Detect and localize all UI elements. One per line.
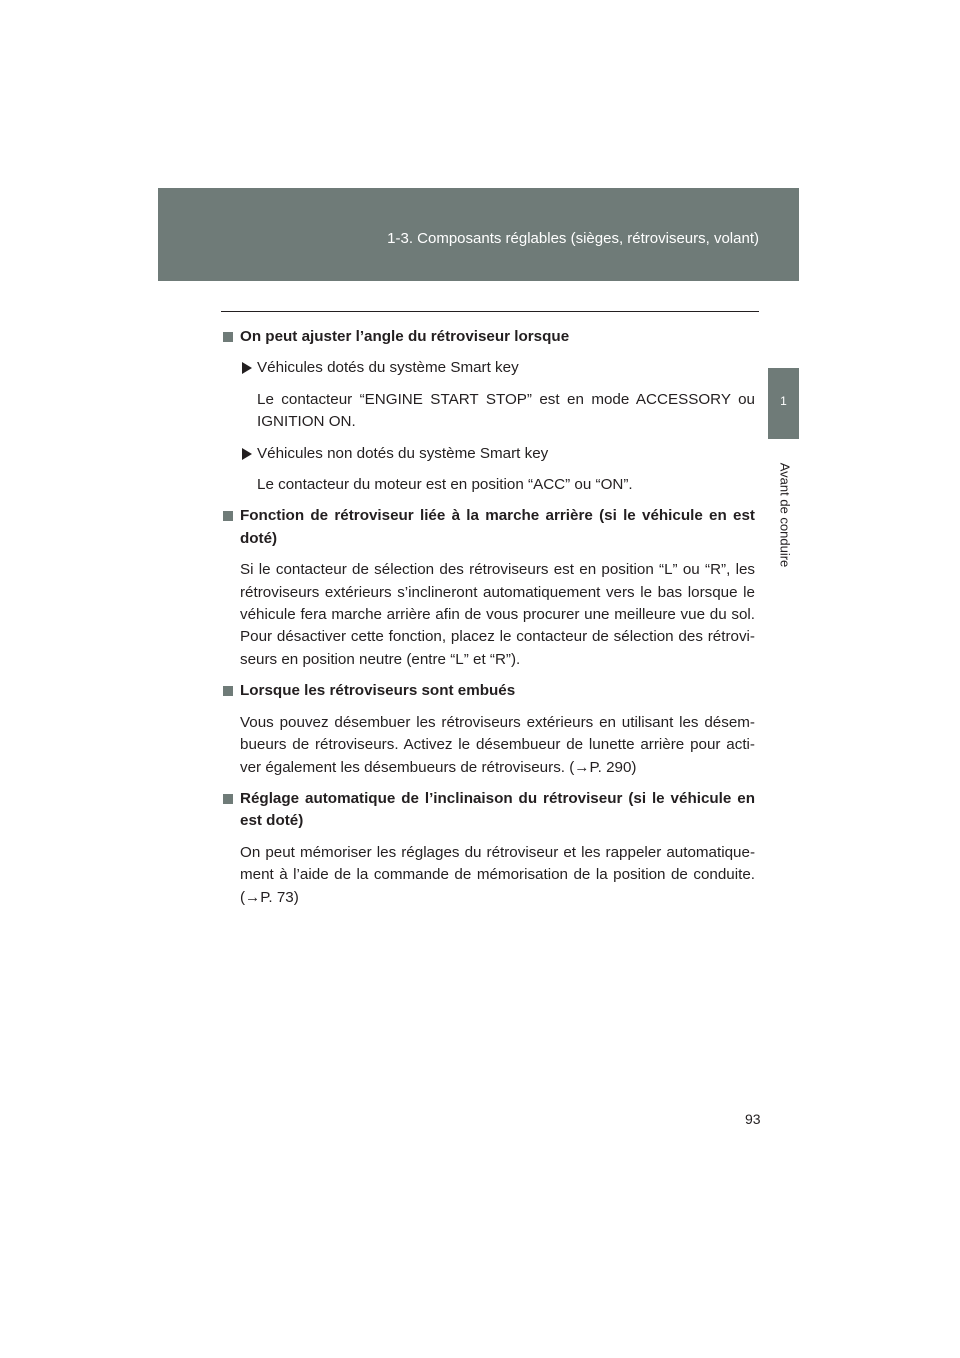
section-heading — [222, 788, 755, 833]
section-body: Si le contacteur de sélection des rétroviseurs est en position “L” ou “R”, les rétroviseurs extérieurs s’inclineront automatiquement vers le bas lorsque le véhicule fera marche arrière afin de vous procurer une meilleure vue du sol. Pour désactiver cette fonction, placez le contacteur de sélection des rétrovi-seurs en position neutre (entre “L” et “R”). — [240, 561, 755, 668]
square-bullet-icon — [223, 332, 233, 342]
header-band — [158, 188, 799, 281]
chapter-tab — [768, 368, 799, 439]
sub-item-label: Véhicules non dotés du système Smart key — [257, 444, 549, 462]
section-heading — [222, 326, 755, 348]
heading-text: Réglage automatique de l’inclinaison du rétroviseur (si le véhicule en est doté) — [240, 789, 755, 830]
sub-item-label: Véhicules dotés du système Smart key — [257, 359, 519, 377]
heading-text: On peut ajuster l’angle du rétroviseur lorsque — [240, 328, 570, 345]
section-body: Vous pouvez désembuer les rétroviseurs extérieurs en utilisant les désem-bueurs de rétroviseurs. Activez le désembueur de lunette arrière pour acti-ver également les désembueurs de rétroviseurs. (→P. 290) — [240, 713, 755, 776]
section-heading — [222, 505, 755, 550]
heading-text: Lorsque les rétroviseurs sont embués — [240, 682, 516, 700]
chapter-number: 1 — [780, 394, 787, 408]
section-title: 1-3. Composants réglables (sièges, rétroviseurs, volant) — [387, 230, 759, 247]
square-bullet-icon — [223, 686, 233, 696]
sub-item-text: Le contacteur “ENGINE START STOP” est en mode ACCESSORY ou IGNITION ON. — [257, 390, 755, 431]
section-heading — [222, 680, 755, 702]
page-content — [222, 326, 755, 909]
top-divider — [221, 311, 759, 312]
chapter-label-container — [776, 450, 794, 580]
page-number: 93 — [745, 1111, 761, 1127]
sub-item-text: Le contacteur du moteur est en position “ACC” ou “ON”. — [257, 476, 633, 494]
section-body: On peut mémoriser les réglages du rétroviseur et les rappeler automatique-ment à l’aide de la commande de mémorisation de la position de conduite. (→P. 73) — [240, 843, 755, 906]
sub-item — [222, 357, 755, 379]
sub-item — [222, 443, 755, 465]
triangle-arrow-icon — [242, 448, 252, 460]
triangle-arrow-icon — [242, 362, 252, 374]
chapter-label: Avant de conduire — [777, 462, 793, 568]
heading-text: Fonction de rétroviseur liée à la marche arrière (si le véhicule en est doté) — [240, 507, 755, 547]
square-bullet-icon — [223, 794, 233, 804]
square-bullet-icon — [223, 511, 233, 521]
